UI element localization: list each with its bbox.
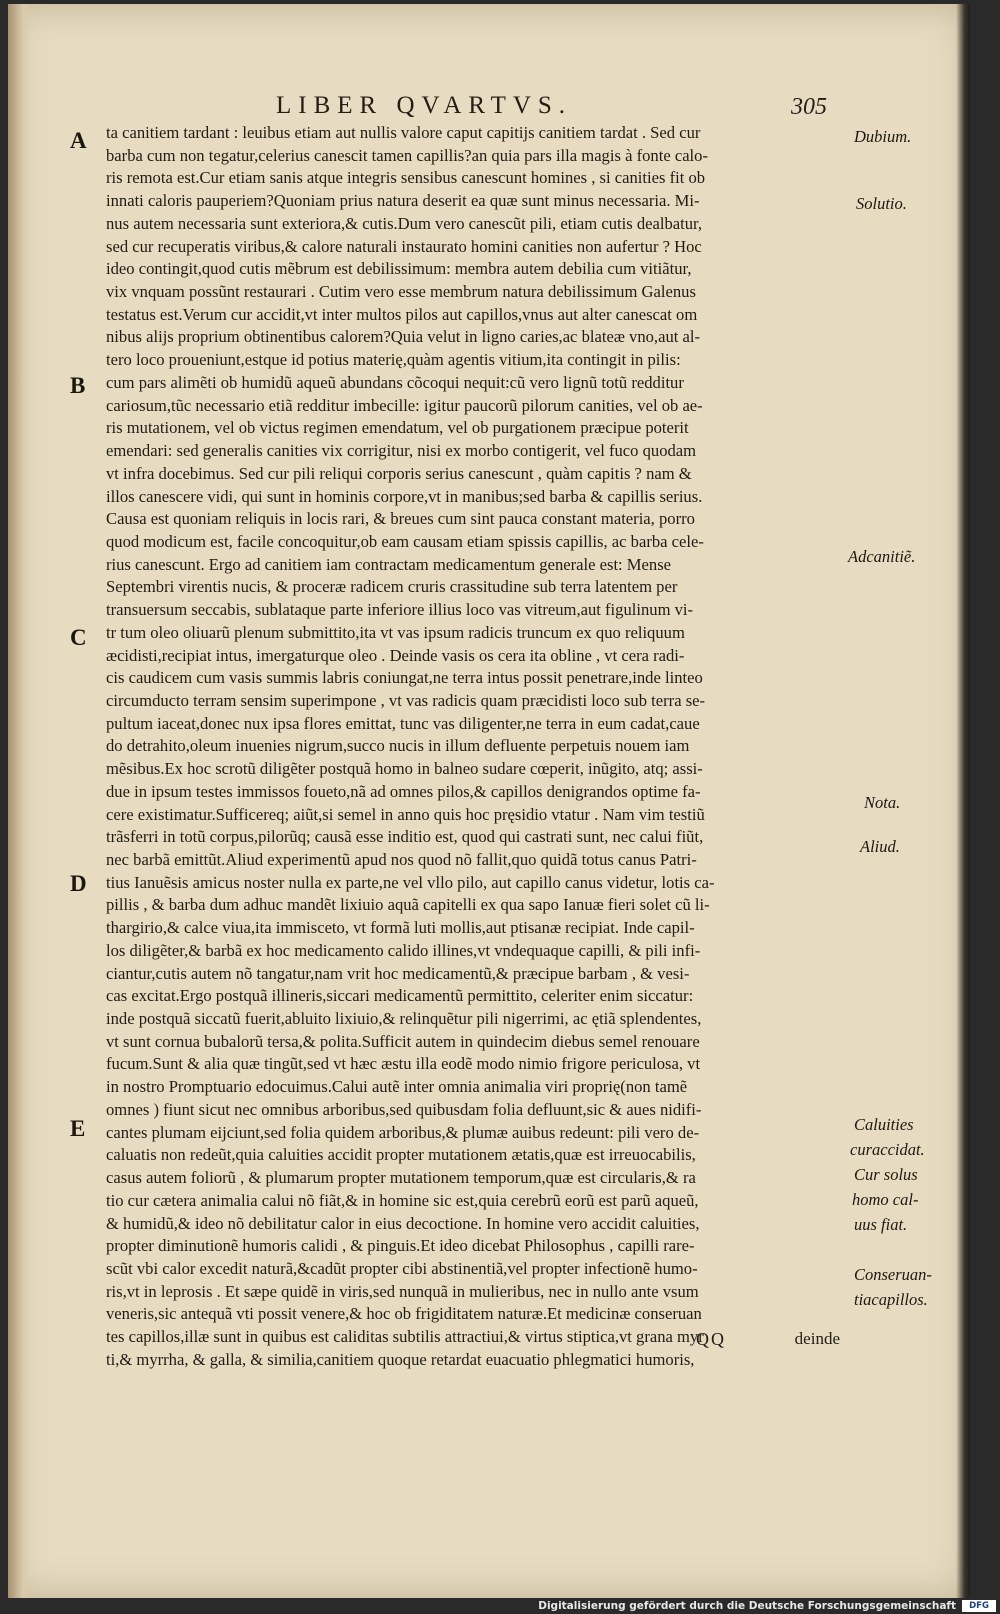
text-line: barba cum non tegatur,celerius canescit tamen capillis?an quia pars illa magis à fonte calo- (106, 145, 708, 165)
text-line: scũt vbi calor excedit naturã,&cadũt propter cibi abstinentiã,vel propter infectionẽ humo- (106, 1258, 698, 1278)
text-line: testatus est.Verum cur accidit,vt inter multos pilos aut capillos,vnus aut alter canescat om (106, 304, 698, 324)
text-line: tero loco proueniunt,estque id potius materię,quàm agentis vitium,ita contingit in pilis: (106, 350, 681, 370)
text-line: cum pars alimẽti ob humidũ aqueũ abundans cõcoqui nequit:cũ vero lignũ totũ redditur (106, 372, 684, 392)
text-line: los diligẽter,& barbã ex hoc medicamento calido illines,vt vndequaque capilli, & pili infi- (106, 940, 701, 960)
marginal-note: uus fiat. (854, 1215, 908, 1234)
marginal-note: Dubium. (854, 127, 912, 146)
text-line: ris remota est.Cur etiam sanis atque integris sensibus canescunt homines , si canities fit ob (106, 168, 706, 188)
text-line: due in ipsum testes immissos foueto,nã ad omnes pilos,& capillos denigrandos optime fa- (106, 781, 701, 801)
book-page (8, 4, 970, 1598)
catchword: deinde (794, 1329, 840, 1348)
marginal-note: curaccidat. (850, 1140, 925, 1159)
text-line: Causa est quoniam reliquis in locis rari, & breues cum sint pauca constant materia, porro (106, 509, 695, 529)
text-line: vt infra docebimus. Sed cur pili reliqui corporis serius canescunt , quàm capitis ? nam & (106, 463, 692, 483)
text-line: sed cur recuperatis viribus,& calore naturali instaurato homini canities non aufertur ? Hoc (106, 236, 702, 256)
dfg-logo: DFG (962, 1600, 996, 1612)
marginal-note: Conseruan- (854, 1265, 932, 1284)
text-line: emendari: sed generalis canities vix corrigitur, nisi ex morbo contigerit, vel fuco quodam (106, 441, 697, 461)
text-line: in nostro Promptuario edocuimus.Calui autẽ inter omnia animalia viri proprię(non tamẽ (106, 1077, 688, 1097)
section-letter-e: E (70, 1116, 86, 1141)
text-line: do detrahito,oleum inuenies nigrum,succo nucis in illum defluente perpetuis nouem iam (106, 736, 690, 756)
text-line: quod modicum est, facile concoquitur,ob eam causam etiam spissis capillis, ac barba cele- (106, 531, 704, 551)
text-line: ciantur,cutis autem nõ tangatur,nam vrit hoc medicamentũ,& præcipue barbam , & vesi- (106, 963, 690, 983)
text-line: tio cur cætera animalia calui nõ fiãt,& in homine sic est,quia cerebrũ eorũ est parũ aqueũ, (106, 1190, 699, 1210)
text-line: pillis , & barba dum adhuc mandẽt lixiuio aquã capitelli ex qua sapo Ianuæ fieri solet cũ li- (106, 895, 710, 915)
text-line: nibus alijs proprium obtinentibus calorem?Quia velut in ligno caries,ac blateæ vno,aut al- (106, 327, 700, 347)
section-letter-d: D (70, 871, 87, 896)
signature-mark: QQ (696, 1329, 726, 1349)
text-line: tes capillos,illæ sunt in quibus est caliditas subtilis attractiui,& virtus stiptica,vt grana myr (106, 1327, 704, 1347)
text-line: tius Ianuẽsis amicus noster nulla ex parte,ne vel vllo pilo, aut capillo canus videtur, lotis ca- (106, 872, 715, 892)
text-line: transuersum seccabis, sublataque parte inferiore illius loco vas vitreum,aut figulinum vi- (106, 600, 694, 620)
text-line: cere existimatur.Sufficereq; aiũt,si semel in anno quis hoc pręsidio vtatur . Nam vim testiũ (106, 804, 705, 824)
text-line: nus autem necessaria sunt exteriora,& cutis.Dum vero canescũt pili, etiam cutis dealbatur, (106, 213, 703, 233)
text-line: propter diminutionẽ humoris calidi , & pinguis.Et ideo dicebat Philosophus , capilli rare- (106, 1236, 695, 1256)
marginal-note: Solutio. (856, 194, 907, 213)
funding-credit: Digitalisierung gefördert durch die Deutsche Forschungsgemeinschaft (538, 1600, 956, 1612)
text-line: Septembri virentis nucis, & proceræ radicem cruris crassitudine sub terra latentem per (106, 577, 678, 597)
page-edge (956, 4, 970, 1598)
marginal-note: homo cal- (852, 1190, 919, 1209)
text-line: ideo contingit,quod cutis mẽbrum est debilissimum: membra autem debilia cum vitiãtur, (106, 259, 692, 279)
text-line: ris mutationem, vel ob victus regimen emendatum, vel ob purgationem præcipue poterit (106, 418, 689, 438)
text-line: fucum.Sunt & alia quæ tingũt,sed vt hæc æstu illa eodẽ modo nimio frigore periculosa, vt (106, 1054, 701, 1074)
main-text-column (106, 122, 844, 1372)
section-letter-c: C (70, 625, 87, 650)
marginal-note: Cur solus (854, 1165, 918, 1184)
text-line: inde postquã siccatũ fuerit,abluito lixiuio,& relinquẽtur pili nigerrimi, ac ętiã splendentes, (106, 1009, 702, 1029)
text-line: pultum iaceat,donec nux ipsa flores emittat, tunc vas diligenter,ne terra in eum cadat,caue (106, 713, 700, 733)
text-line: innati caloris pauperiem?Quoniam prius natura deserit ea quæ sunt minus necessaria. Mi- (106, 191, 700, 211)
text-line: casus autem foliorũ , & plumarum propter mutationem temporum,quæ est circularis,& ra (106, 1168, 696, 1188)
text-line: trãsferri in totũ corpus,pilorũq; causã esse inditio est, quod qui castrati sunt, nec calui fiũt, (106, 827, 704, 847)
marginal-note: tiacapillos. (854, 1290, 928, 1309)
text-line: veneris,sic antequã vti possit venere,& hoc ob frigiditatem naturæ.Et medicinæ conseruan (106, 1304, 702, 1324)
text-line: tr tum oleo oliuarũ plenum submittito,ita vt vas ipsum radicis truncum ex quo reliquum (106, 622, 685, 642)
text-line: circumducto terram sensim superimpone , vt vas radicis quam præcidisti loco sub terra se- (106, 690, 706, 710)
text-line: vt sunt cornua bubalorũ tersa,& polita.Sufficit autem in quindecim diebus semel renouare (106, 1031, 700, 1051)
text-line: caluatis non redeũt,quia caluities accidit propter mutationem ætatis,quæ est irreuocabilis, (106, 1145, 696, 1165)
text-line: vix vnquam possũnt restaurari . Cutim vero esse membrum natura debilissimum Galenus (106, 282, 696, 302)
text-line: ris,vt in leprosis . Et sæpe quidẽ in viris,sed nunquã in mulieribus, nec in nullo ante vsum (106, 1281, 699, 1301)
page-number: 305 (791, 94, 827, 120)
text-line: thargirio,& calce viua,ita immisceto, vt formã luti mollis,aut ptisanæ recipiat. Inde capil- (106, 918, 695, 938)
text-line: rius canescunt. Ergo ad canitiem iam contractam medicamentum generale est: Mense (106, 554, 672, 574)
text-line: cantes plumam eijciunt,sed folia quidem arboribus,& plumæ auibus redeunt: pili vero de- (106, 1122, 700, 1142)
marginal-note: Aliud. (860, 837, 900, 856)
text-line: illos canescere vidi, qui sunt in hominis corpore,vt in manibus;sed barba & capillis serius. (106, 486, 703, 506)
marginal-note: Nota. (864, 793, 901, 812)
text-line: mẽsibus.Ex hoc scrotũ diligẽter postquã homo in balneo sudare cœperit, inũgito, atq; assi- (106, 759, 703, 779)
text-line: ti,& myrrha, & galla, & similia,canitiem quoque retardat euacuatio phlegmatici humoris, (106, 1349, 695, 1369)
marginal-note: Adcanitiẽ. (848, 547, 916, 566)
section-letter-b: B (70, 373, 86, 398)
text-line: nec barbã emittũt.Aliud experimentũ apud nos quod nõ fallit,quo quidã totus canus Patri- (106, 850, 697, 869)
text-line: omnes ) fiunt sicut nec omnibus arboribus,sed quibusdam folia defluunt,sic & aues nidifi- (106, 1099, 702, 1119)
text-line: cas excitat.Ergo postquã illineris,siccari medicamentũ permittito, celeriter enim siccatur: (106, 986, 694, 1006)
section-letter-a: A (70, 128, 87, 153)
text-line: cis caudicem cum vasis summis labris coniungat,ne terra intus possit penetrare,inde linteo (106, 668, 703, 688)
text-line: cariosum,tũc necessario etiã redditur imbecille: igitur paucorũ pilorum canities, vel ob ae- (106, 395, 703, 415)
running-head: LIBER QVARTVS. (276, 92, 573, 119)
text-line: & humidũ,& ideo nõ debilitatur calor in eius decoctione. In homine vero accidit caluities, (106, 1213, 700, 1233)
text-line: ta canitiem tardant : leuibus etiam aut nullis valore caput capitijs canitiem tardat . Sed cur (106, 123, 701, 142)
marginal-note: Caluities (854, 1115, 914, 1134)
page-gutter (8, 4, 30, 1598)
text-line: æcidisti,recipiat intus, imergaturque oleo . Deinde vasis os cera ita obline , vt cera radi- (106, 645, 685, 665)
catchword-row (106, 1329, 844, 1355)
